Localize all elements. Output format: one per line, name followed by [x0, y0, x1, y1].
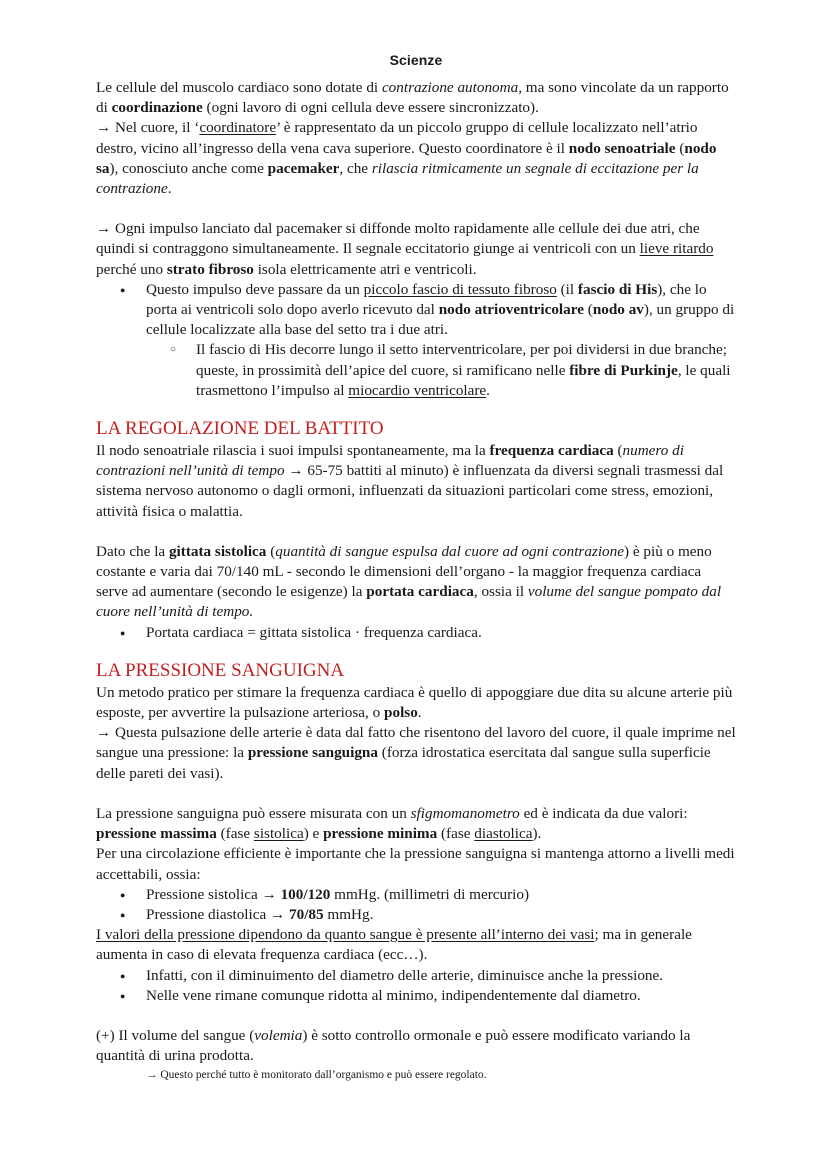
italic-text: contrazione autonoma, [381, 79, 522, 96]
bold-term: pacemaker [267, 159, 340, 177]
text: Pressione diastolica → [146, 905, 289, 923]
spacer [96, 784, 736, 804]
italic-text: volemia [254, 1026, 303, 1044]
list-item-systolic [96, 885, 736, 905]
text: (forza idrostatica esercitata dal sangue sulla superficie delle pareti dei vasi). [96, 744, 711, 782]
text: Pressione sistolica → [146, 885, 281, 903]
text: (+) Il volume del sangue ( [96, 1026, 255, 1044]
italic-text: rilascia ritmicamente un segnale di eccitazione per la contrazione [96, 159, 699, 198]
text: ma sono vincolate da un rapporto di [96, 79, 729, 117]
section-heading-blood-pressure: LA PRESSIONE SANGUIGNA [96, 659, 345, 681]
paragraph-autonomous-contraction [96, 78, 736, 118]
underlined-text: I valori della pressione dipendono da quanto sangue è presente all’interno dei vasi [96, 926, 595, 944]
paragraph-impulse-propagation [96, 219, 736, 280]
paragraph-pulse [96, 683, 736, 723]
paragraph-heart-rate [96, 441, 736, 522]
list-item-purkinje [96, 340, 736, 401]
paragraph-stroke-volume [96, 542, 736, 623]
text: ( [613, 442, 623, 460]
text: ) è più o meno costante e varia dai 70/140 mL - secondo le dimensioni dell’organo - la maggior frequenza cardiaca serve ad aumentare (secondo le esigenze) la [96, 542, 712, 601]
text: ( [675, 139, 685, 157]
bold-term: nodo senoatriale [568, 139, 676, 157]
text: ’ è rappresentato da un piccolo gruppo di cellule localizzato nell’atrio destro, vicino all’ingresso della vena cava superiore. Questo coordinatore è il [96, 119, 698, 157]
paragraph-volemia [96, 1026, 736, 1066]
text: , che [339, 159, 372, 177]
text: ; ma in generale aumenta in caso di elevata frequenza cardiaca (ecc…). [96, 926, 692, 964]
bold-term: pressione massima [96, 825, 217, 843]
italic-text: quantità di sangue espulsa dal cuore ad ogni contrazione [275, 542, 624, 560]
text: ( [266, 542, 276, 560]
page-title: Scienze [389, 52, 443, 68]
bold-term: pressione minima [323, 825, 438, 843]
text: → 65-75 battiti al minuto) è influenzata da diversi segnali trasmessi dal sistema nervoso autonomo o dagli ormoni, influenzati da situazioni particolari come stress, emozioni, attività fisica o malattia. [96, 462, 724, 520]
italic-text: sfigmomanometro [410, 804, 520, 822]
spacer [96, 522, 736, 542]
list-item-cardiac-output-formula: ● Portata cardiaca = gittata sistolica · frequenza cardiaca. [96, 623, 736, 643]
bold-term: frequenza cardiaca [489, 442, 614, 460]
list-item-arteries-diameter: ● Infatti, con il diminuimento del diametro delle arterie, diminuisce anche la pressione. [96, 966, 736, 986]
text: ), conosciuto anche come [109, 159, 268, 177]
paragraph-sinoatrial-node [96, 118, 736, 199]
text: ), un gruppo di cellule localizzate alla base del setto tra i due atri. [146, 301, 735, 339]
bold-term: fascio di His [577, 280, 658, 298]
text: . [417, 704, 422, 722]
bold-term: nodo sa [96, 139, 717, 177]
text: (fase [216, 825, 254, 843]
text: La pressione sanguigna può essere misurata con un [96, 804, 411, 822]
spacer [96, 401, 736, 415]
underlined-text: piccolo fascio di tessuto fibroso [363, 280, 557, 298]
italic-text: numero di contrazioni nell’unità di tempo [96, 442, 684, 480]
bold-term: polso [384, 704, 418, 722]
list-item-his-bundle [96, 280, 736, 341]
bold-term: 70/85 [289, 905, 324, 923]
list-item-diastolic [96, 905, 736, 925]
paragraph-blood-pressure-definition [96, 723, 736, 784]
list-item-veins-pressure: ● Nelle vene rimane comunque ridotta al minimo, indipendentemente dal diametro. [96, 986, 736, 1006]
bullet-list-his [96, 280, 736, 401]
text: Il nodo senoatriale rilascia i suoi impulsi spontaneamente, ma la [96, 442, 490, 460]
footnote-regulation: → Questo perché tutto è monitorato dall’organismo e può essere regolato. [146, 1069, 487, 1082]
spacer [96, 1006, 736, 1026]
underlined-text: lieve ritardo [639, 240, 714, 258]
bold-term: gittata sistolica [168, 542, 267, 560]
underlined-text: diastolica [474, 825, 533, 843]
text: → Questa pulsazione delle arterie è data dal fatto che risentono del lavoro del cuore, il quale imprime nel sangue una pressione: la [96, 724, 736, 762]
text: isola elettricamente atri e ventricoli. [253, 260, 477, 278]
text: ). [532, 825, 542, 843]
underlined-text: sistolica [253, 825, 304, 843]
bold-term: strato fibroso [166, 260, 254, 278]
bullet-list-pressure-values [96, 885, 736, 925]
spacer [96, 643, 736, 657]
paragraph-sphygmomanometer [96, 804, 736, 844]
text: perché uno [96, 260, 167, 278]
text: mmHg. [323, 905, 374, 923]
text: Dato che la [96, 542, 169, 560]
underlined-text: miocardio ventricolare [348, 381, 487, 399]
text: Questo impulso deve passare da un [146, 280, 364, 298]
text: Le cellule del muscolo cardiaco sono dotate di [96, 79, 382, 96]
text: (ogni lavoro di ogni cellula deve essere sincronizzato). [202, 99, 539, 117]
spacer [96, 199, 736, 219]
text: ), che lo porta ai ventricoli solo dopo averlo ricevuto dal [146, 280, 707, 319]
text: → Nel cuore, il ‘ [96, 119, 200, 137]
bold-term: fibre di Purkinje [569, 361, 678, 379]
bold-term: 100/120 [280, 885, 331, 903]
bold-term: portata cardiaca [366, 583, 474, 601]
text: ( [583, 301, 593, 319]
bold-term: pressione sanguigna [247, 744, 378, 762]
text: → Ogni impulso lanciato dal pacemaker si diffonde molto rapidamente alle cellule dei due atri, che quindi si contraggono simultaneamente. Il segnale eccitatorio giunge ai ventricoli con un [96, 220, 700, 258]
bullet-list-diameter [96, 966, 736, 1006]
text: , le quali trasmettono l’impulso al [196, 361, 731, 399]
italic-text: volume del sangue pompato dal cuore nell’unità di tempo. [96, 583, 722, 621]
section-heading-heartbeat: LA REGOLAZIONE DEL BATTITO [96, 418, 384, 440]
text: (il [556, 280, 578, 298]
text: Un metodo pratico per stimare la frequenza cardiaca è quello di appoggiare due dita su alcune arterie più esposte, per avvertire la pulsazione arteriosa, o [96, 683, 733, 722]
text: . [486, 381, 490, 399]
text: ed è indicata da due valori: [519, 804, 688, 822]
text: (fase [437, 825, 475, 843]
bullet-list-cardiac-output [96, 623, 736, 643]
underlined-text: coordinatore [199, 119, 277, 137]
text: mmHg. (millimetri di mercurio) [330, 885, 530, 903]
text: . [167, 180, 172, 198]
text: Il fascio di His decorre lungo il setto interventricolare, per poi dividersi in due branche; queste, in prossimità dell’apice del cuore, si ramificano nelle [196, 341, 727, 379]
text: ) è sotto controllo ormonale e può essere modificato variando la quantità di urina prodotta. [96, 1026, 691, 1065]
text: , ossia il [473, 583, 528, 601]
paragraph-efficient-circulation: Per una circolazione efficiente è importante che la pressione sanguigna si mantenga attorno a livelli medi accettabili, ossia: [96, 845, 735, 883]
bold-term: nodo av [592, 301, 644, 319]
bold-term: coordinazione [111, 99, 203, 117]
document-page [96, 50, 736, 1084]
paragraph-pressure-dependence [96, 925, 736, 965]
bold-term: nodo atrioventricolare [438, 301, 584, 319]
text: ) e [303, 825, 324, 843]
